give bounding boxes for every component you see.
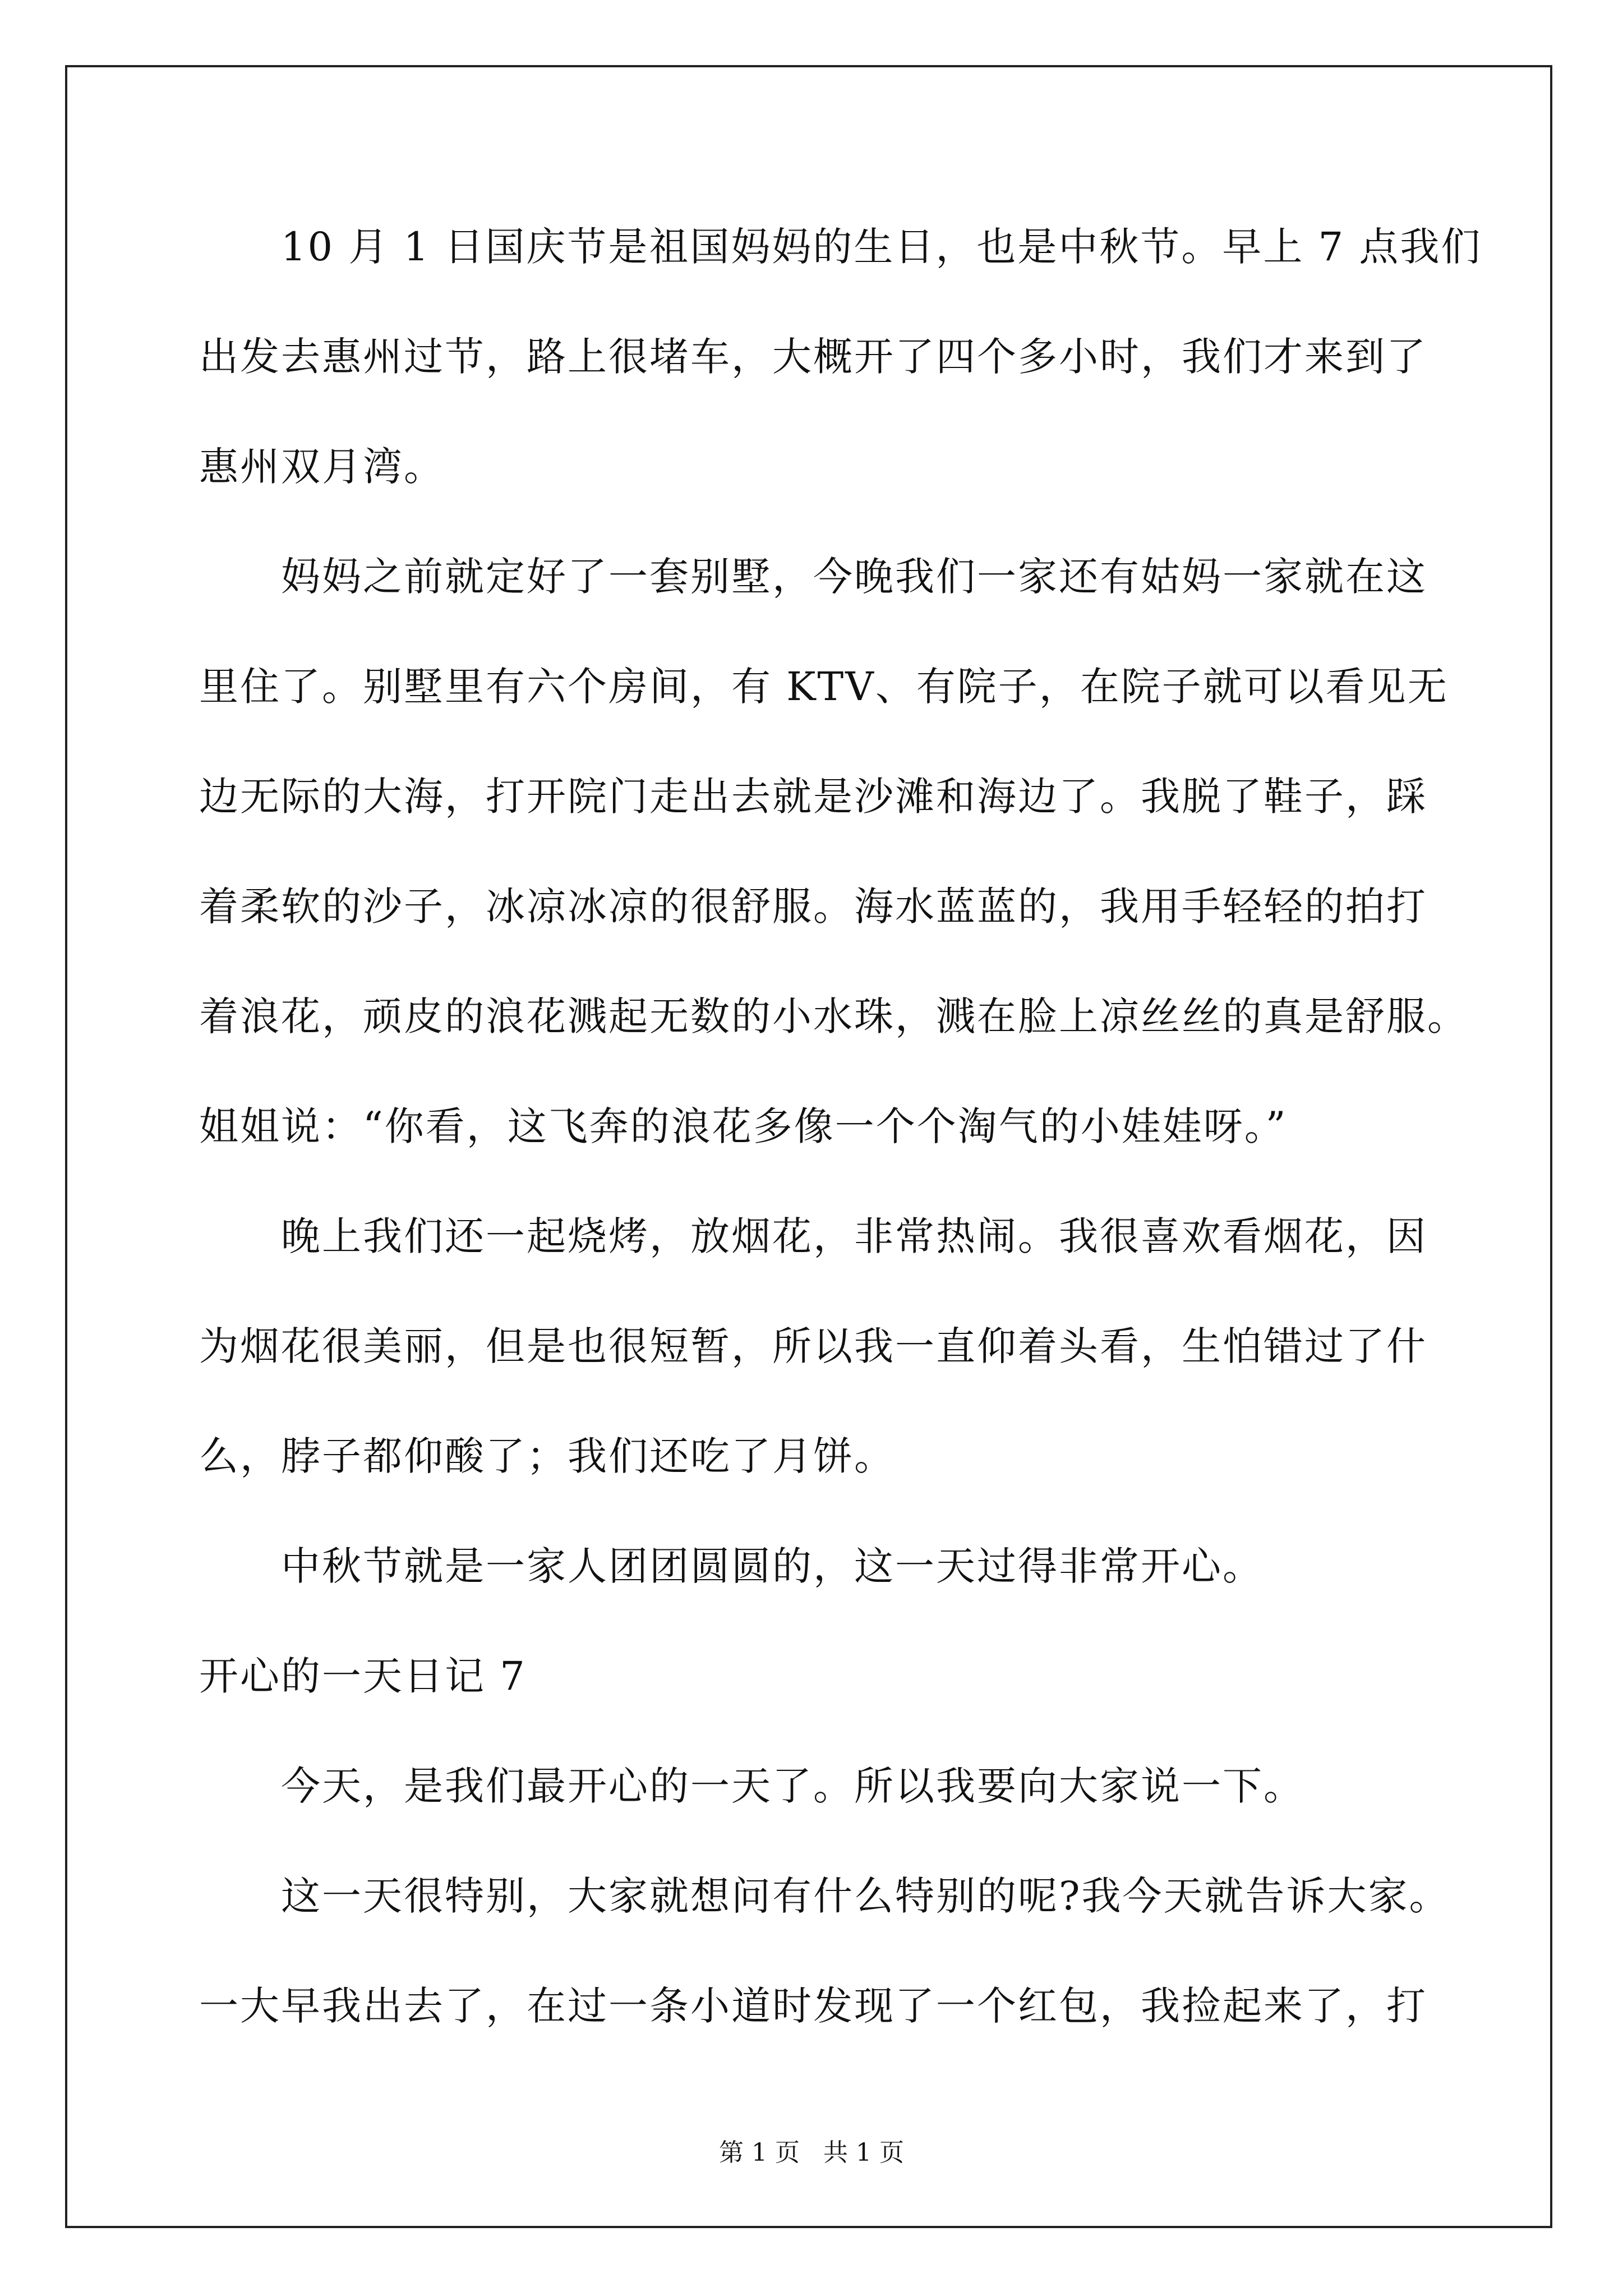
paragraph-line: 出发去惠州过节，路上很堵车，大概开了四个多小时，我们才来到了: [199, 334, 1427, 380]
paragraph-line: 着柔软的沙子，冰凉冰凉的很舒服。海水蓝蓝的，我用手轻轻的拍打: [199, 884, 1427, 930]
paragraph-line: 边无际的大海，打开院门走出去就是沙滩和海边了。我脱了鞋子，踩: [199, 774, 1427, 820]
page-number: 第 1 页: [719, 2138, 800, 2167]
paragraph-line: 为烟花很美丽，但是也很短暂，所以我一直仰着头看，生怕错过了什: [199, 1323, 1427, 1369]
paragraph-line: 么，脖子都仰酸了；我们还吃了月饼。: [199, 1433, 895, 1479]
paragraph-line: 晚上我们还一起烧烤，放烟花，非常热闹。我很喜欢看烟花，因: [281, 1213, 1427, 1259]
paragraph-line: 一大早我出去了，在过一条小道时发现了一个红包，我捡起来了，打: [199, 1983, 1427, 2029]
paragraph-line: 里住了。别墅里有六个房间，有 KTV、有院子，在院子就可以看见无: [199, 664, 1449, 710]
section-heading: 开心的一天日记 7: [199, 1653, 527, 1699]
page-total: 共 1 页: [823, 2138, 904, 2167]
paragraph-line: 惠州双月湾。: [199, 444, 445, 490]
page-footer: [0, 2136, 1623, 2170]
paragraph-line: 中秋节就是一家人团团圆圆的，这一天过得非常开心。: [281, 1543, 1264, 1589]
paragraph-line: 这一天很特别，大家就想问有什么特别的呢?我今天就告诉大家。: [281, 1873, 1450, 1919]
paragraph-line: 妈妈之前就定好了一套别墅，今晚我们一家还有姑妈一家就在这: [281, 554, 1427, 600]
paragraph-line: 今天，是我们最开心的一天了。所以我要向大家说一下。: [281, 1763, 1304, 1809]
paragraph-line: 10 月 1 日国庆节是祖国妈妈的生日，也是中秋节。早上 7 点我们: [281, 224, 1482, 270]
paragraph-line: 着浪花，顽皮的浪花溅起无数的小水珠，溅在脸上凉丝丝的真是舒服。: [199, 993, 1468, 1039]
paragraph-line: 姐姐说：“你看，这飞奔的浪花多像一个个淘气的小娃娃呀。”: [199, 1103, 1288, 1149]
